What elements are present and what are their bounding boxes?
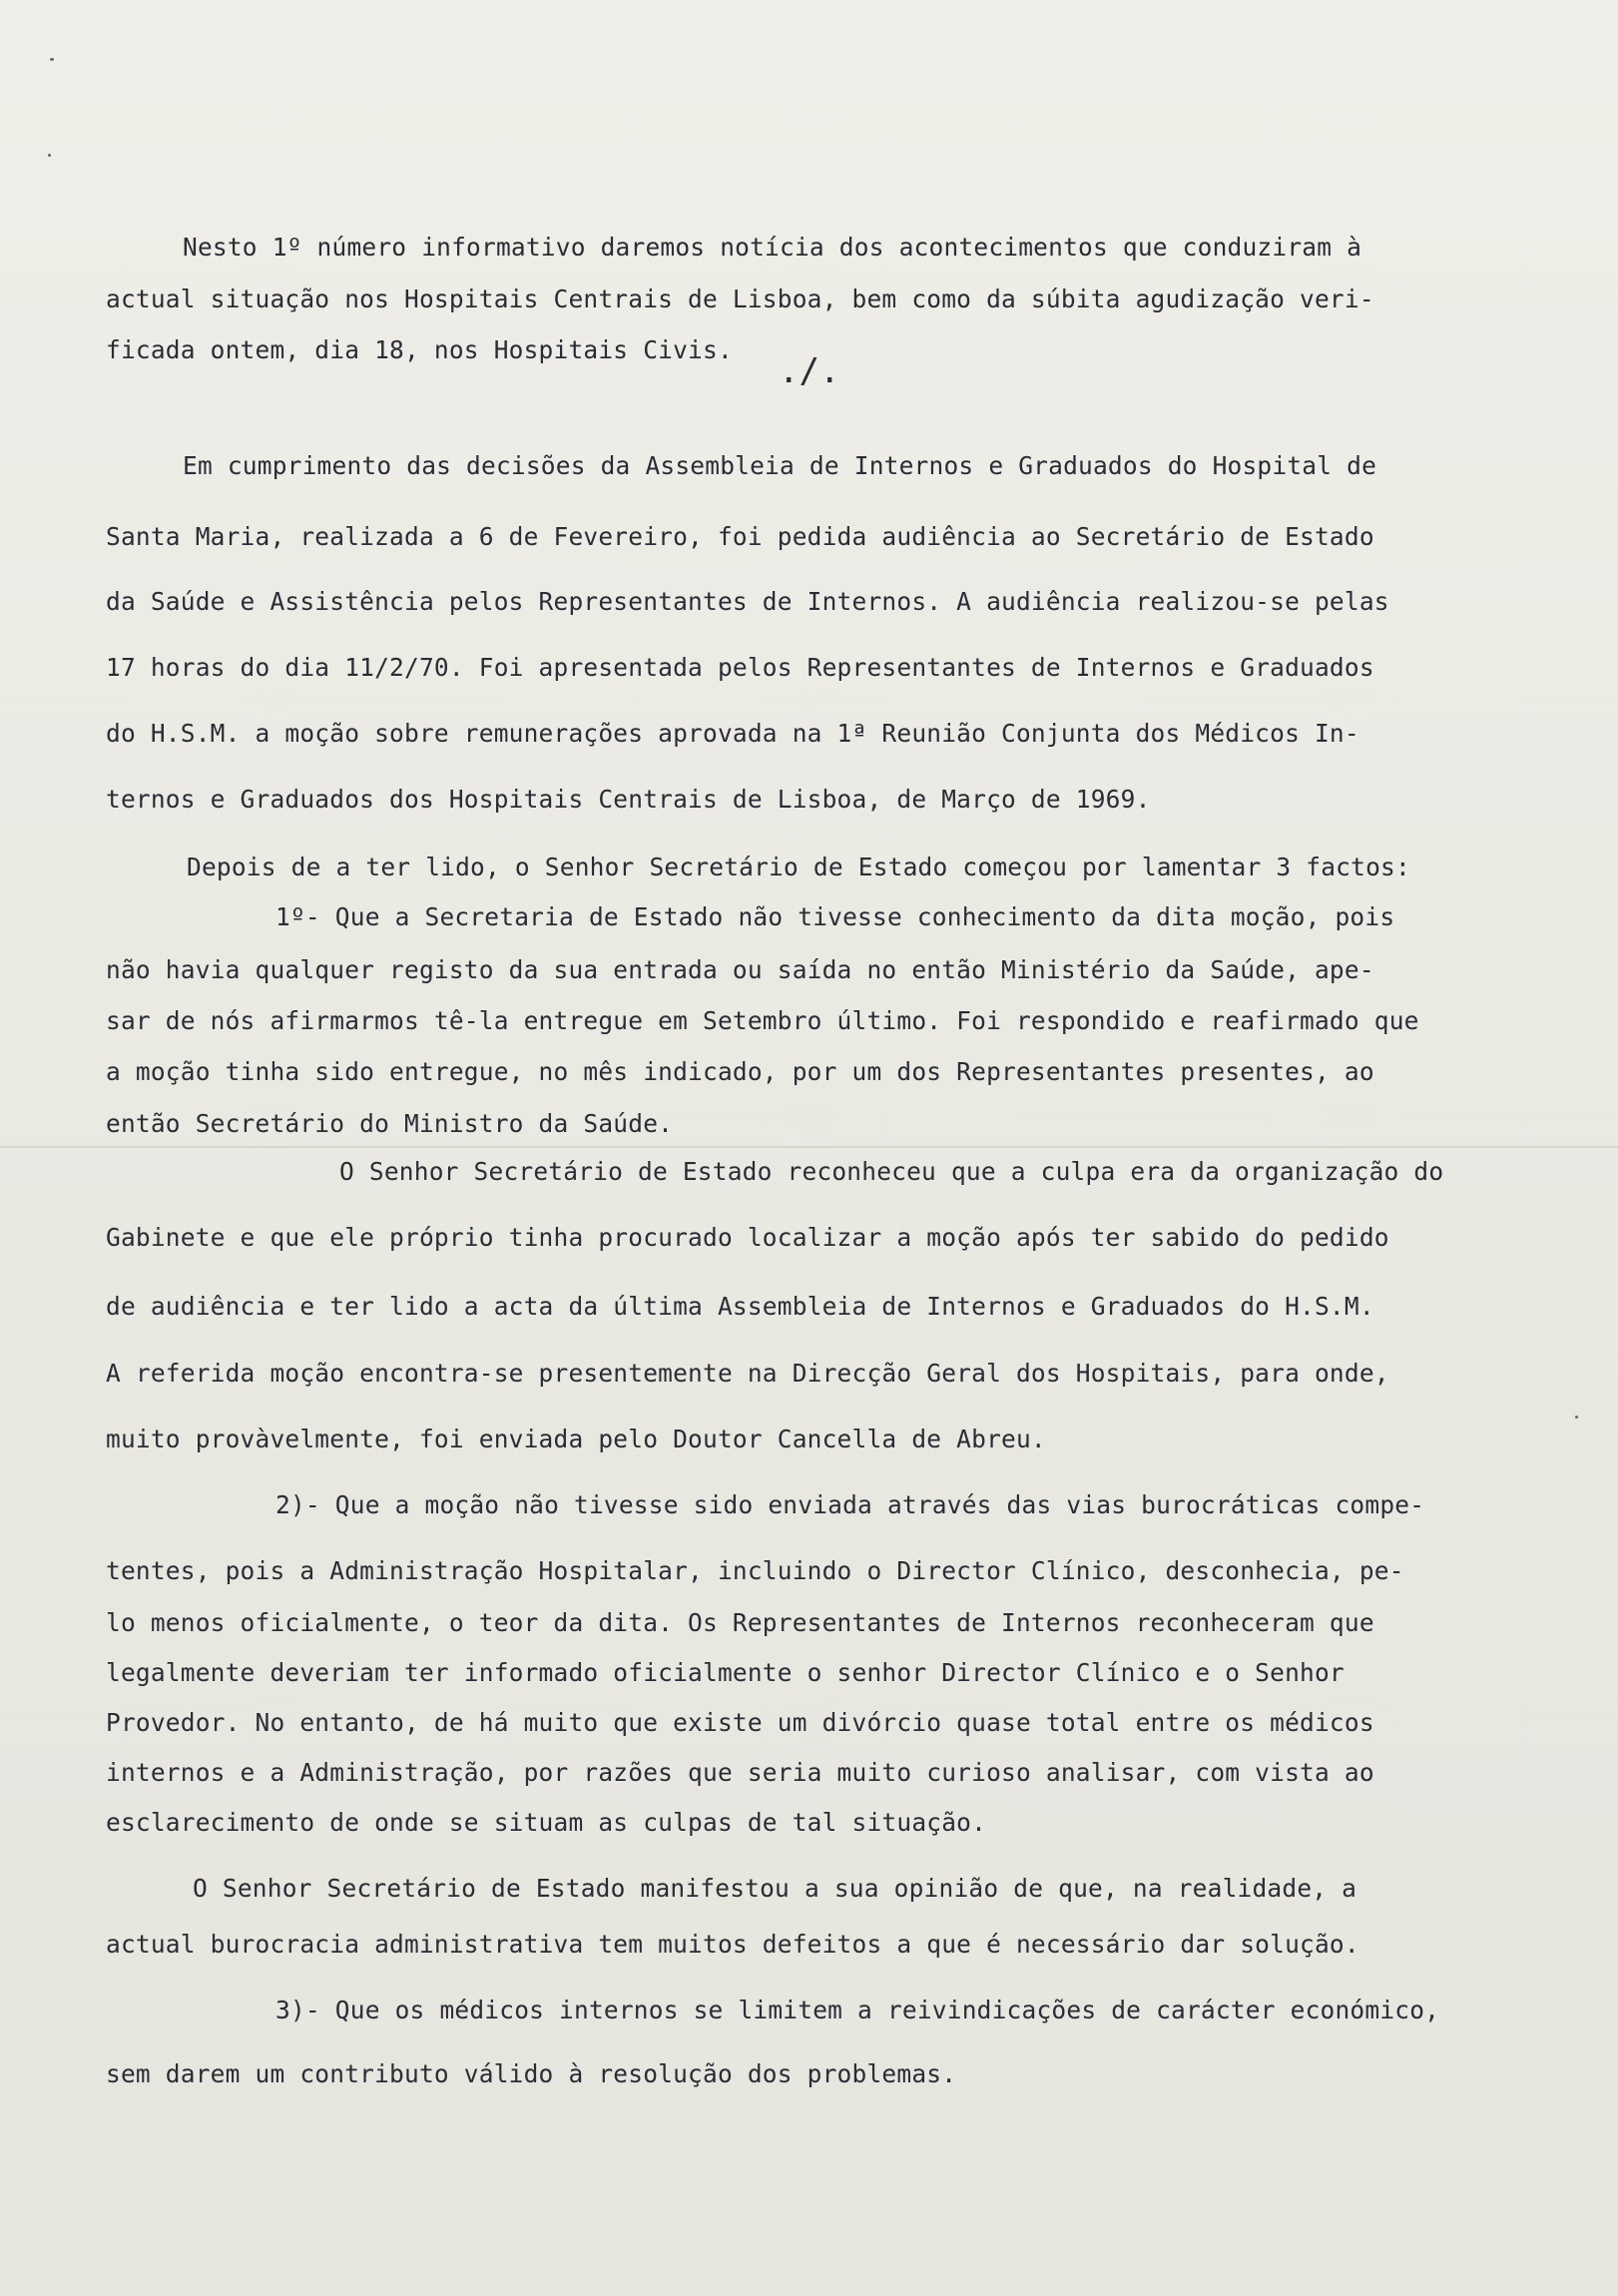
document-text-line: O Senhor Secretário de Estado manifestou a sua opinião de que, na realidade, a (193, 1874, 1357, 1903)
document-text-line: ternos e Graduados dos Hospitais Centrais de Lisboa, de Março de 1969. (106, 785, 1151, 814)
document-text-line: esclarecimento de onde se situam as culpas de tal situação. (106, 1808, 987, 1837)
document-text-line: ficada ontem, dia 18, nos Hospitais Civis. (106, 335, 733, 364)
document-text-line: 2)- Que a moção não tivesse sido enviada através das vias burocráticas compe- (275, 1490, 1425, 1519)
document-text-line: a moção tinha sido entregue, no mês indicado, por um dos Representantes presentes, ao (106, 1057, 1374, 1086)
paper-speck (1575, 1416, 1578, 1419)
document-text-line: do H.S.M. a moção sobre remunerações aprovada na 1ª Reunião Conjunta dos Médicos In- (106, 719, 1359, 748)
document-text-line: Gabinete e que ele próprio tinha procurado localizar a moção após ter sabido do pedido (106, 1223, 1389, 1252)
document-text-line: actual burocracia administrativa tem muitos defeitos a que é necessário dar solução. (106, 1930, 1359, 1959)
paper-fold (0, 1146, 1618, 1148)
document-text-line: 17 horas do dia 11/2/70. Foi apresentada pelos Representantes de Internos e Graduados (106, 653, 1374, 682)
section-separator: ./. (779, 351, 840, 391)
document-text-line: não havia qualquer registo da sua entrada ou saída no então Ministério da Saúde, ape- (106, 955, 1374, 984)
document-text-line: Provedor. No entanto, de há muito que existe um divórcio quase total entre os médicos (106, 1708, 1374, 1737)
document-text-line: 3)- Que os médicos internos se limitem a reivindicações de carácter económico, (275, 1996, 1440, 2024)
document-text-line: legalmente deveriam ter informado oficialmente o senhor Director Clínico e o Senhor (106, 1658, 1345, 1687)
document-text-line: Depois de a ter lido, o Senhor Secretário de Estado começou por lamentar 3 factos: (187, 853, 1410, 881)
document-text-line: de audiência e ter lido a acta da última Assembleia de Internos e Graduados do H.S.M. (106, 1292, 1374, 1321)
document-text-line: tentes, pois a Administração Hospitalar, incluindo o Director Clínico, desconhecia, pe- (106, 1556, 1404, 1585)
paper-speck (48, 154, 51, 157)
document-text-line: Santa Maria, realizada a 6 de Fevereiro, foi pedida audiência ao Secretário de Estado (106, 522, 1374, 551)
document-text-line: sem darem um contributo válido à resolução dos problemas. (106, 2059, 957, 2088)
document-text-line: lo menos oficialmente, o teor da dita. Os Representantes de Internos reconheceram que (106, 1608, 1374, 1637)
document-text-line: actual situação nos Hospitais Centrais de Lisboa, bem como da súbita agudização veri- (106, 285, 1374, 313)
paper-speck (50, 58, 54, 61)
document-text-line: da Saúde e Assistência pelos Representantes de Internos. A audiência realizou-se pelas (106, 587, 1389, 616)
document-text-line: Nesto 1º número informativo daremos notícia dos acontecimentos que conduziram à (183, 233, 1362, 262)
document-text-line: 1º- Que a Secretaria de Estado não tivesse conhecimento da dita moção, pois (275, 902, 1395, 931)
document-text-line: Em cumprimento das decisões da Assembleia de Internos e Graduados do Hospital de (183, 451, 1377, 480)
document-text-line: sar de nós afirmarmos tê-la entregue em Setembro último. Foi respondido e reafirmado que (106, 1006, 1419, 1035)
document-text-line: A referida moção encontra-se presentemente na Direcção Geral dos Hospitais, para onde, (106, 1359, 1389, 1388)
document-text-line: internos e a Administração, por razões que seria muito curioso analisar, com vista ao (106, 1758, 1374, 1787)
document-text-line: muito provàvelmente, foi enviada pelo Doutor Cancella de Abreu. (106, 1425, 1046, 1453)
document-text-line: O Senhor Secretário de Estado reconheceu que a culpa era da organização do (339, 1157, 1444, 1186)
document-text-line: então Secretário do Ministro da Saúde. (106, 1109, 674, 1138)
